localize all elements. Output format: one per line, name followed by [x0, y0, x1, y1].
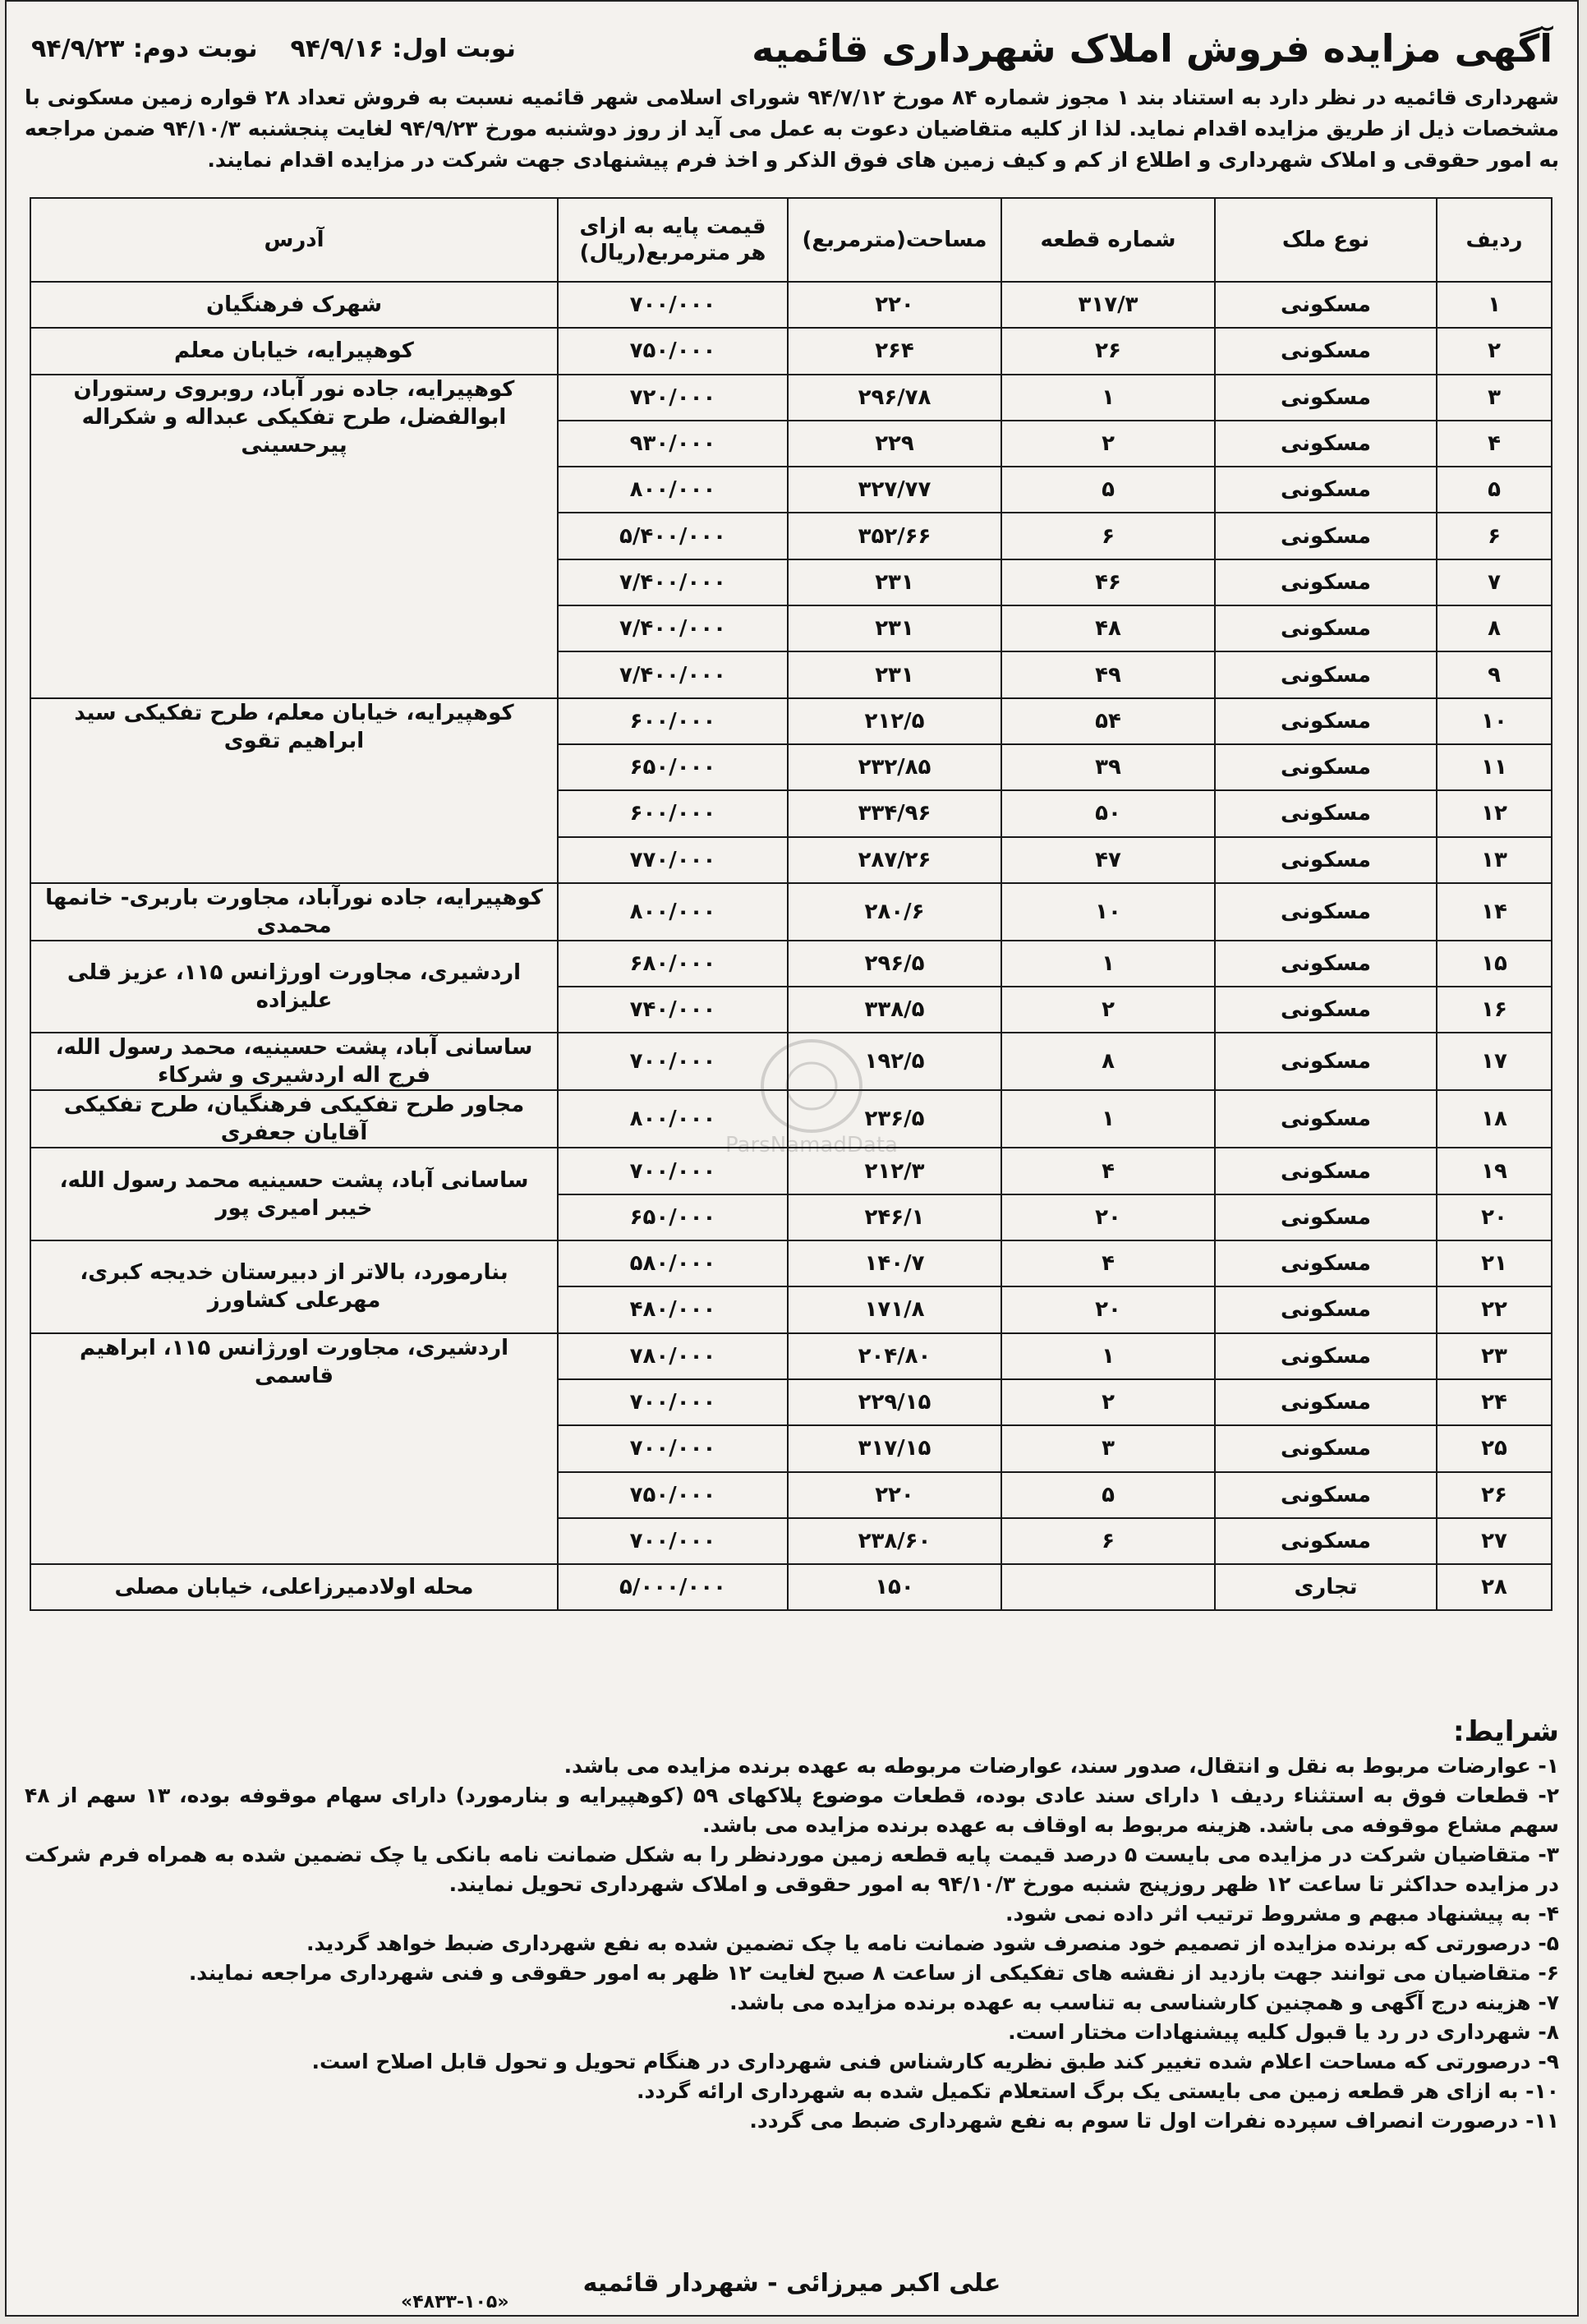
- cell-property-type: مسکونی: [1215, 941, 1437, 987]
- cell-property-type: مسکونی: [1215, 467, 1437, 513]
- cell-row-number: ۱۸: [1437, 1090, 1552, 1148]
- cell-plot-number: ۴: [1001, 1148, 1215, 1194]
- cell-base-price: ۷۵۰/۰۰۰: [558, 1472, 788, 1518]
- cell-plot-number: ۴۷: [1001, 837, 1215, 883]
- cell-area: ۲۲۹/۱۵: [788, 1379, 1001, 1425]
- cell-plot-number: ۱: [1001, 1333, 1215, 1379]
- cell-property-type: مسکونی: [1215, 744, 1437, 790]
- cell-row-number: ۳: [1437, 375, 1552, 421]
- condition-item: ۲- قطعات فوق به استثناء ردیف ۱ دارای سند عادی بوده، قطعات موضوع پلاکهای ۵۹ (کوهپیرایه و بنارمورد) دارای سهام موقوفه بوده، ۱۳ سهم از ۴۸ سهم مشاع موقوفه می باشد. هزینه مربوط به اوقاف به عهده برنده مزایده می باشد.: [25, 1783, 1560, 1837]
- cell-address: کوهپیرایه، خیابان معلم، طرح تفکیکی سید ابراهیم تقوی: [30, 698, 558, 883]
- cell-address: بنارمورد، بالاتر از دبیرستان خدیجه کبری، مهرعلی کشاورز: [30, 1240, 558, 1333]
- cell-property-type: مسکونی: [1215, 883, 1437, 941]
- cell-address: اردشیری، مجاورت اورژانس ۱۱۵، عزیز قلی علیزاده: [30, 941, 558, 1033]
- cell-area: ۳۳۸/۵: [788, 987, 1001, 1033]
- cell-base-price: ۷/۴۰۰/۰۰۰: [558, 559, 788, 605]
- table-row: [30, 375, 1552, 421]
- table-row: [30, 698, 1552, 744]
- cell-row-number: ۱۰: [1437, 698, 1552, 744]
- cell-area: ۲۳۶/۵: [788, 1090, 1001, 1148]
- cell-property-type: مسکونی: [1215, 513, 1437, 559]
- condition-item: ۳- متقاضیان شرکت در مزایده می بایست ۵ درصد قیمت پایه قطعه زمین موردنظر را به شکل ضمانت نامه بانکی یا چک تضمین شده به همراه فرم شرکت در مزایده حداکثر تا ساعت ۱۲ ظهر روزپنج شنبه مورخ ۹۴/۱۰/۳ به امور حقوقی و املاک شهرداری تحویل نمایند.: [25, 1843, 1560, 1896]
- conditions-section: [25, 1717, 1559, 2136]
- cell-row-number: ۲۰: [1437, 1194, 1552, 1240]
- condition-item: ۹- درصورتی که مساحت اعلام شده تغییر کند طبق نظریه کارشناس فنی شهرداری در هنگام تحویل و تحول قابل اصلاح است.: [311, 2050, 1559, 2073]
- cell-property-type: مسکونی: [1215, 987, 1437, 1033]
- cell-plot-number: ۱: [1001, 375, 1215, 421]
- cell-base-price: ۸۰۰/۰۰۰: [558, 883, 788, 941]
- cell-address: اردشیری، مجاورت اورژانس ۱۱۵، ابراهیم قاسمی: [30, 1333, 558, 1564]
- cell-plot-number: ۲: [1001, 421, 1215, 467]
- cell-area: ۲۸۰/۶: [788, 883, 1001, 941]
- cell-area: ۲۳۱: [788, 651, 1001, 697]
- cell-row-number: ۶: [1437, 513, 1552, 559]
- cell-property-type: تجاری: [1215, 1564, 1437, 1610]
- cell-plot-number: ۲۰: [1001, 1194, 1215, 1240]
- cell-area: ۲۹۶/۵: [788, 941, 1001, 987]
- cell-base-price: ۶۵۰/۰۰۰: [558, 744, 788, 790]
- cell-row-number: ۴: [1437, 421, 1552, 467]
- table-row: [30, 1240, 1552, 1286]
- cell-plot-number: ۴۶: [1001, 559, 1215, 605]
- cell-base-price: ۶۰۰/۰۰۰: [558, 698, 788, 744]
- cell-base-price: ۷/۴۰۰/۰۰۰: [558, 651, 788, 697]
- cell-row-number: ۱۲: [1437, 790, 1552, 836]
- cell-plot-number: ۶: [1001, 1518, 1215, 1564]
- condition-item: ۴- به پیشنهاد مبهم و مشروط ترتیب اثر داده نمی شود.: [1005, 1902, 1559, 1926]
- cell-plot-number: ۳: [1001, 1425, 1215, 1471]
- cell-plot-number: ۵: [1001, 467, 1215, 513]
- header-plot-number: شماره قطعه: [1001, 198, 1215, 282]
- cell-property-type: مسکونی: [1215, 1518, 1437, 1564]
- cell-property-type: مسکونی: [1215, 328, 1437, 374]
- cell-plot-number: ۵: [1001, 1472, 1215, 1518]
- cell-plot-number: ۳۱۷/۳: [1001, 282, 1215, 328]
- cell-plot-number: ۴۸: [1001, 605, 1215, 651]
- cell-row-number: ۲۴: [1437, 1379, 1552, 1425]
- cell-base-price: ۶۵۰/۰۰۰: [558, 1194, 788, 1240]
- cell-row-number: ۱۱: [1437, 744, 1552, 790]
- cell-plot-number: ۵۰: [1001, 790, 1215, 836]
- cell-area: ۲۰۴/۸۰: [788, 1333, 1001, 1379]
- cell-plot-number: ۲۶: [1001, 328, 1215, 374]
- cell-property-type: مسکونی: [1215, 1425, 1437, 1471]
- cell-property-type: مسکونی: [1215, 605, 1437, 651]
- publication-turns: [31, 35, 516, 63]
- cell-address: ساسانی آباد، پشت حسینیه محمد رسول الله، خیبر امیری پور: [30, 1148, 558, 1240]
- cell-area: ۲۱۲/۳: [788, 1148, 1001, 1194]
- cell-area: ۱۷۱/۸: [788, 1286, 1001, 1332]
- table-row: [30, 328, 1552, 374]
- cell-property-type: مسکونی: [1215, 1033, 1437, 1090]
- cell-area: ۲۸۷/۲۶: [788, 837, 1001, 883]
- table-header-row: [30, 198, 1552, 282]
- cell-row-number: ۹: [1437, 651, 1552, 697]
- advertisement-page: [5, 0, 1579, 2317]
- condition-item: ۶- متقاضیان می توانند جهت بازدید از نقشه های تفکیکی از ساعت ۸ صبح لغایت ۱۲ ظهر به امور حقوقی و فنی شهرداری مراجعه نمایند.: [188, 1961, 1559, 1985]
- cell-base-price: ۴۸۰/۰۰۰: [558, 1286, 788, 1332]
- cell-area: ۲۳۱: [788, 559, 1001, 605]
- table-body: [30, 282, 1552, 1610]
- cell-property-type: مسکونی: [1215, 837, 1437, 883]
- cell-row-number: ۲۶: [1437, 1472, 1552, 1518]
- cell-property-type: مسکونی: [1215, 1194, 1437, 1240]
- cell-base-price: ۷۸۰/۰۰۰: [558, 1333, 788, 1379]
- cell-base-price: ۶۰۰/۰۰۰: [558, 790, 788, 836]
- cell-row-number: ۱۶: [1437, 987, 1552, 1033]
- cell-plot-number: ۲۰: [1001, 1286, 1215, 1332]
- cell-area: ۲۲۰: [788, 282, 1001, 328]
- cell-plot-number: ۱: [1001, 941, 1215, 987]
- cell-row-number: ۱۷: [1437, 1033, 1552, 1090]
- cell-base-price: ۸۰۰/۰۰۰: [558, 1090, 788, 1148]
- header-address: آدرس: [30, 198, 558, 282]
- cell-area: ۲۲۹: [788, 421, 1001, 467]
- cell-area: ۱۹۲/۵: [788, 1033, 1001, 1090]
- cell-base-price: ۹۳۰/۰۰۰: [558, 421, 788, 467]
- cell-area: ۲۹۶/۷۸: [788, 375, 1001, 421]
- cell-row-number: ۸: [1437, 605, 1552, 651]
- cell-row-number: ۲۵: [1437, 1425, 1552, 1471]
- cell-address: محله اولادمیرزاعلی، خیابان مصلی: [30, 1564, 558, 1610]
- table-row: [30, 883, 1552, 941]
- watermark-text: ParsNamadData: [725, 1133, 898, 1157]
- cell-row-number: ۵: [1437, 467, 1552, 513]
- cell-plot-number: ۴۹: [1001, 651, 1215, 697]
- conditions-list: [25, 1751, 1559, 2136]
- cell-base-price: ۷۰۰/۰۰۰: [558, 1033, 788, 1090]
- cell-row-number: ۲۱: [1437, 1240, 1552, 1286]
- cell-base-price: ۷/۴۰۰/۰۰۰: [558, 605, 788, 651]
- cell-row-number: ۱۵: [1437, 941, 1552, 987]
- cell-base-price: ۷۵۰/۰۰۰: [558, 328, 788, 374]
- watermark-logo: [688, 1029, 935, 1168]
- cell-property-type: مسکونی: [1215, 282, 1437, 328]
- intro-paragraph: شهرداری قائمیه در نظر دارد به استناد بند ۱ مجوز شماره ۸۴ مورخ ۹۴/۷/۱۲ شورای اسلامی شهر قائمیه نسبت به فروش تعداد ۲۸ قواره زمین مسکونی با مشخصات ذیل از طریق مزایده اقدام نماید. لذا از کلیه متقاضیان دعوت به عمل می آید از روز دوشنبه مورخ ۹۴/۹/۲۳ لغایت پنجشنبه ۹۴/۱۰/۳ ضمن مراجعه به امور حقوقی و املاک شهرداری و اطلاع از کم و کیف زمین های فوق الذکر و اخذ فرم پیشنهادی جهت شرکت در مزایده اقدام نمایند.: [25, 85, 1559, 172]
- cell-area: ۳۲۷/۷۷: [788, 467, 1001, 513]
- cell-plot-number: ۱۰: [1001, 883, 1215, 941]
- cell-plot-number: ۲: [1001, 987, 1215, 1033]
- cell-base-price: ۷۰۰/۰۰۰: [558, 1379, 788, 1425]
- cell-row-number: ۲۲: [1437, 1286, 1552, 1332]
- cell-property-type: مسکونی: [1215, 790, 1437, 836]
- condition-item: ۷- هزینه درج آگهی و همچنین کارشناسی به تناسب به عهده برنده مزایده می باشد.: [729, 1990, 1559, 2014]
- cell-row-number: ۱۹: [1437, 1148, 1552, 1194]
- header-area: مساحت(مترمربع): [788, 198, 1001, 282]
- header-row-number: ردیف: [1437, 198, 1552, 282]
- cell-base-price: ۷۰۰/۰۰۰: [558, 1425, 788, 1471]
- cell-base-price: ۸۰۰/۰۰۰: [558, 467, 788, 513]
- cell-base-price: ۶۸۰/۰۰۰: [558, 941, 788, 987]
- signature: علی اکبر میرزائی - شهردار قائمیه: [582, 2269, 1001, 2298]
- cell-address: کوهپیرایه، جاده نور آباد، روبروی رستوران ابوالفضل، طرح تفکیکی عبداله و شکراله پیرحسینی: [30, 375, 558, 698]
- cell-area: ۳۳۴/۹۶: [788, 790, 1001, 836]
- cell-plot-number: ۸: [1001, 1033, 1215, 1090]
- cell-area: ۳۵۲/۶۶: [788, 513, 1001, 559]
- cell-row-number: ۷: [1437, 559, 1552, 605]
- table-row: [30, 1333, 1552, 1379]
- cell-row-number: ۲۳: [1437, 1333, 1552, 1379]
- cell-property-type: مسکونی: [1215, 1148, 1437, 1194]
- cell-area: ۲۳۸/۶۰: [788, 1518, 1001, 1564]
- cell-area: ۲۴۶/۱: [788, 1194, 1001, 1240]
- cell-address: ساسانی آباد، پشت حسینیه، محمد رسول الله، فرج اله اردشیری و شرکاء: [30, 1033, 558, 1090]
- cell-property-type: مسکونی: [1215, 1379, 1437, 1425]
- conditions-title: شرایط:: [1452, 1715, 1559, 1748]
- cell-property-type: مسکونی: [1215, 1090, 1437, 1148]
- table-row: [30, 1564, 1552, 1610]
- cell-property-type: مسکونی: [1215, 375, 1437, 421]
- cell-row-number: ۱۳: [1437, 837, 1552, 883]
- cell-base-price: ۷۲۰/۰۰۰: [558, 375, 788, 421]
- properties-table: [30, 197, 1552, 1611]
- cell-property-type: مسکونی: [1215, 698, 1437, 744]
- cell-property-type: مسکونی: [1215, 1240, 1437, 1286]
- cell-address: مجاور طرح تفکیکی فرهنگیان، طرح تفکیکی آقایان جعفری: [30, 1090, 558, 1148]
- cell-plot-number: ۵۴: [1001, 698, 1215, 744]
- cell-row-number: ۱: [1437, 282, 1552, 328]
- cell-row-number: ۲: [1437, 328, 1552, 374]
- cell-plot-number: [1001, 1564, 1215, 1610]
- header-base-price: قیمت پایه به ازای هر مترمربع(ریال): [558, 198, 788, 282]
- first-turn-date: نوبت اول: ۹۴/۹/۱۶: [290, 34, 516, 63]
- cell-plot-number: ۱: [1001, 1090, 1215, 1148]
- condition-item: ۱- عوارضات مربوط به نقل و انتقال، صدور سند، عوارضات مربوطه به عهده برنده مزایده می باشد.: [564, 1754, 1559, 1778]
- condition-item: ۵- درصورتی که برنده مزایده از تصمیم خود منصرف شود ضمانت نامه یا چک تضمین شده به نفع شهرداری ضبط خواهد گردید.: [306, 1931, 1559, 1955]
- cell-address: شهرک فرهنگیان: [30, 282, 558, 328]
- cell-property-type: مسکونی: [1215, 1286, 1437, 1332]
- cell-base-price: ۷۰۰/۰۰۰: [558, 1518, 788, 1564]
- cell-property-type: مسکونی: [1215, 421, 1437, 467]
- cell-base-price: ۷۰۰/۰۰۰: [558, 282, 788, 328]
- second-turn-date: نوبت دوم: ۹۴/۹/۲۳: [31, 34, 258, 63]
- table-row: [30, 941, 1552, 987]
- cell-base-price: ۷۴۰/۰۰۰: [558, 987, 788, 1033]
- cell-base-price: ۷۰۰/۰۰۰: [558, 1148, 788, 1194]
- cell-plot-number: ۲: [1001, 1379, 1215, 1425]
- condition-item: ۱۰- به ازای هر قطعه زمین می بایستی یک برگ استعلام تکمیل شده به شهرداری ارائه گردد.: [637, 2079, 1559, 2103]
- cell-area: ۳۱۷/۱۵: [788, 1425, 1001, 1471]
- header-property-type: نوع ملک: [1215, 198, 1437, 282]
- cell-property-type: مسکونی: [1215, 1333, 1437, 1379]
- cell-area: ۲۶۴: [788, 328, 1001, 374]
- cell-area: ۲۲۰: [788, 1472, 1001, 1518]
- cell-area: ۱۵۰: [788, 1564, 1001, 1610]
- cell-plot-number: ۴: [1001, 1240, 1215, 1286]
- cell-property-type: مسکونی: [1215, 559, 1437, 605]
- cell-plot-number: ۳۹: [1001, 744, 1215, 790]
- cell-property-type: مسکونی: [1215, 1472, 1437, 1518]
- cell-property-type: مسکونی: [1215, 651, 1437, 697]
- cell-plot-number: ۶: [1001, 513, 1215, 559]
- cell-area: ۲۱۲/۵: [788, 698, 1001, 744]
- table-row: [30, 282, 1552, 328]
- cell-row-number: ۲۸: [1437, 1564, 1552, 1610]
- cell-address: کوهپیرایه، جاده نورآباد، مجاورت باربری- خانمها محمدی: [30, 883, 558, 941]
- condition-item: ۱۱- درصورت انصراف سپرده نفرات اول تا سوم به نفع شهرداری ضبط می گردد.: [749, 2109, 1559, 2133]
- cell-base-price: ۵/۰۰۰/۰۰۰: [558, 1564, 788, 1610]
- condition-item: ۸- شهرداری در رد یا قبول کلیه پیشنهادات مختار است.: [1008, 2020, 1559, 2044]
- cell-base-price: ۵/۴۰۰/۰۰۰: [558, 513, 788, 559]
- cell-area: ۲۳۱: [788, 605, 1001, 651]
- cell-area: ۲۳۲/۸۵: [788, 744, 1001, 790]
- cell-row-number: ۱۴: [1437, 883, 1552, 941]
- ad-title: آگهی مزایده فروش املاک شهرداری قائمیه: [752, 26, 1552, 71]
- cell-area: ۱۴۰/۷: [788, 1240, 1001, 1286]
- cell-row-number: ۲۷: [1437, 1518, 1552, 1564]
- cell-address: کوهپیرایه، خیابان معلم: [30, 328, 558, 374]
- cell-base-price: ۷۷۰/۰۰۰: [558, 837, 788, 883]
- ad-code: «۴۸۳۳-۱۰۵»: [401, 2292, 509, 2312]
- cell-base-price: ۵۸۰/۰۰۰: [558, 1240, 788, 1286]
- header: [31, 20, 1552, 77]
